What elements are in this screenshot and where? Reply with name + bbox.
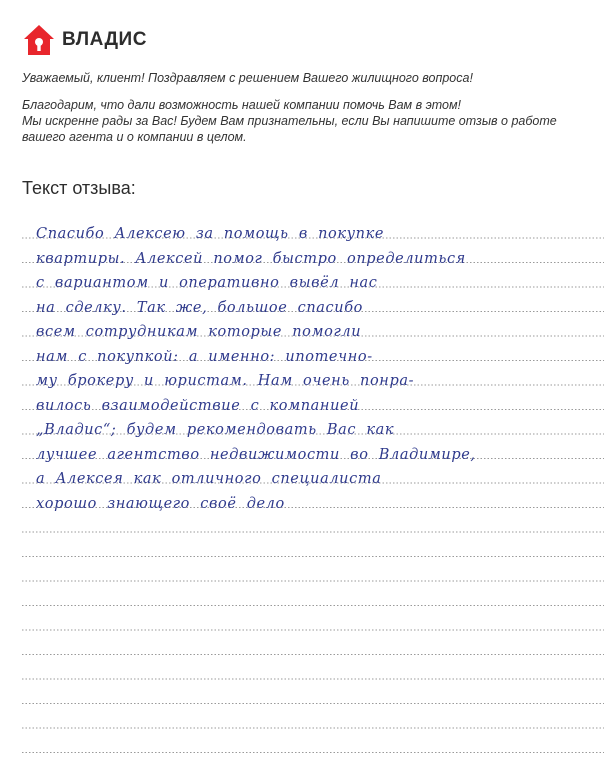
review-line: вилось взаимодействие с компанией [36,397,360,414]
review-line: хорошо знающего своё дело [36,495,285,512]
review-title: Текст отзыва: [22,178,136,198]
request-line: Мы искренне рады за Вас! Будем Вам признательны, если Вы напишите отзыв о работе [22,114,557,128]
review-line: на сделку. Так же, большое спасибо [36,299,363,316]
review-line: нам с покупкой: а именно: ипотечно- [36,348,373,365]
review-line: Спасибо Алексею за помощь в покупке [36,226,385,242]
header [22,22,147,58]
review-line: квартиры. Алексей помог быстро определиться [36,250,466,267]
thanks-line: Благодарим, что дали возможность нашей компании помочь Вам в этом! [22,98,462,112]
handwritten-review [36,222,602,516]
review-line: „Владис“; будем рекомендовать Вас как [36,422,395,438]
review-line: а Алексея как отличного специалиста [36,471,382,487]
review-line: лучшее агентство недвижимости во Владимире, [36,446,476,463]
review-line: всем сотрудникам которые помогли [36,324,362,340]
brand-name: ВЛАДИС [62,29,147,50]
house-keyhole-icon [22,23,56,57]
request-line-cont: вашего агента и о компании в целом. [22,130,247,144]
review-line: му брокеру и юристам. Нам очень понра- [36,373,415,389]
review-line: с вариантом и оперативно вывёл нас [36,275,378,291]
greeting-line: Уважаемый, клиент! Поздравляем с решением Вашего жилищного вопроса! [22,71,473,85]
intro-text [22,70,602,156]
